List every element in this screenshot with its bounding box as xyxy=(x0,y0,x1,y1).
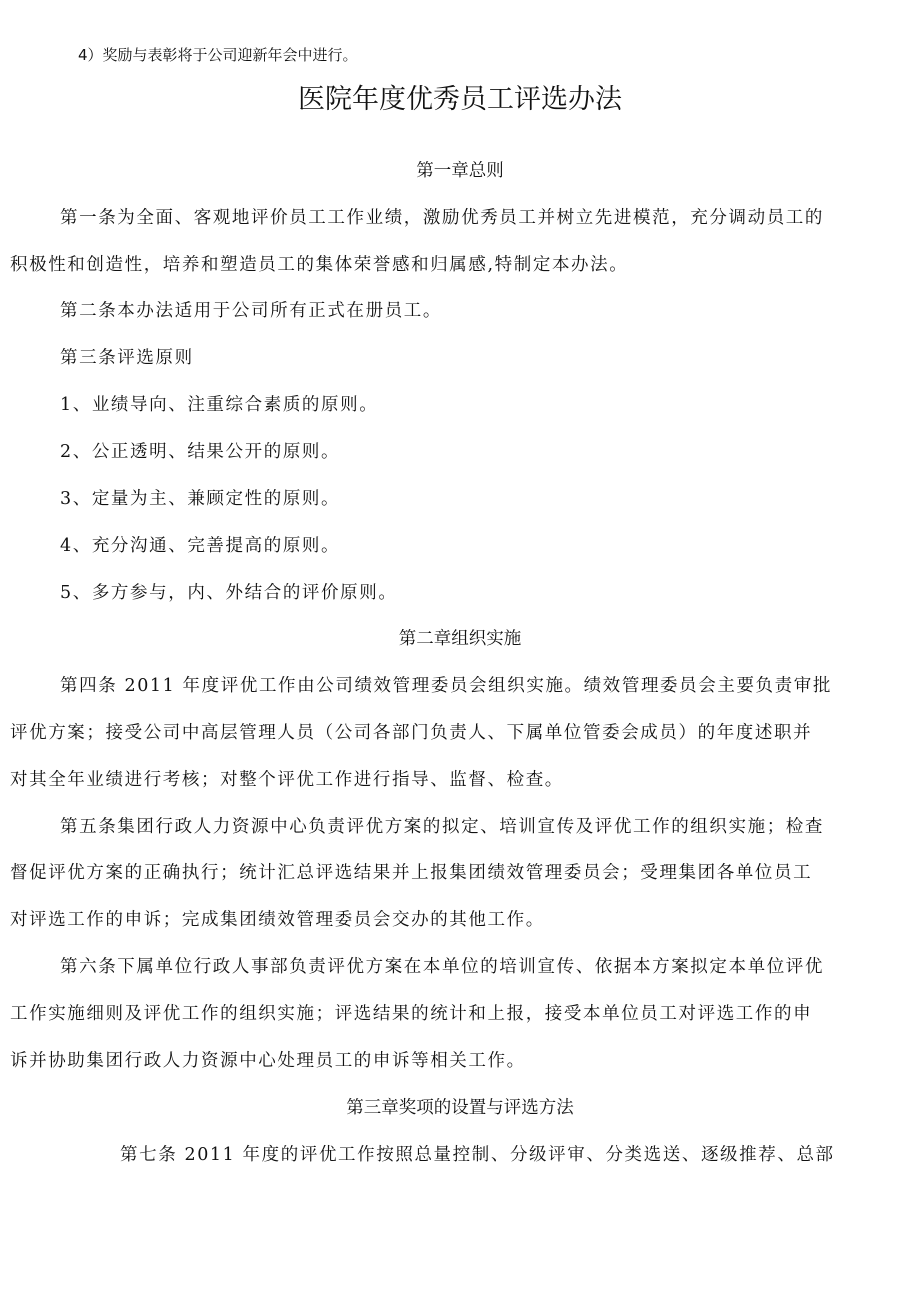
article-6-line-3: 诉并协助集团行政人力资源中心处理员工的申诉等相关工作。 xyxy=(10,1051,526,1071)
principle-4: 4、充分沟通、完善提高的原则。 xyxy=(60,536,341,556)
document-title: 医院年度优秀员工评选办法 xyxy=(298,84,622,115)
article-1-line-1: 第一条为全面、客观地评价员工工作业绩，激励优秀员工并树立先进模范，充分调动员工的 xyxy=(60,208,824,228)
article-1-line-2: 积极性和创造性，培养和塑造员工的集体荣誉感和归属感,特制定本办法。 xyxy=(10,255,629,275)
principle-5: 5、多方参与，内、外结合的评价原则。 xyxy=(60,583,398,603)
article-5-line-1: 第五条集团行政人力资源中心负责评优方案的拟定、培训宣传及评优工作的组织实施；检查 xyxy=(60,817,824,837)
chapter-3-heading: 第三章奖项的设置与评选方法 xyxy=(346,1098,574,1118)
article-4-line-1: 第四条 2011 年度评优工作由公司绩效管理委员会组织实施。绩效管理委员会主要负责审批 xyxy=(60,676,832,696)
article-4-line-3: 对其全年业绩进行考核；对整个评优工作进行指导、监督、检查。 xyxy=(10,770,564,790)
chapter-1-heading: 第一章总则 xyxy=(416,161,504,181)
article-6-line-2: 工作实施细则及评优工作的组织实施；评选结果的统计和上报，接受本单位员工对评选工作的申 xyxy=(10,1004,813,1024)
principle-2: 2、公正透明、结果公开的原则。 xyxy=(60,442,341,462)
principle-3: 3、定量为主、兼顾定性的原则。 xyxy=(60,489,341,509)
article-3: 第三条评选原则 xyxy=(60,348,194,368)
article-2: 第二条本办法适用于公司所有正式在册员工。 xyxy=(60,301,442,321)
article-6-line-1: 第六条下属单位行政人事部负责评优方案在本单位的培训宣传、依据本方案拟定本单位评优 xyxy=(60,957,824,977)
article-7-line-1: 第七条 2011 年度的评优工作按照总量控制、分级评审、分类选送、逐级推荐、总部 xyxy=(120,1145,835,1165)
chapter-2-heading: 第二章组织实施 xyxy=(398,629,522,649)
top-note: 4）奖励与表彰将于公司迎新年会中进行。 xyxy=(78,46,358,64)
principle-1: 1、业绩导向、注重综合素质的原则。 xyxy=(60,395,379,415)
article-5-line-2: 督促评优方案的正确执行；统计汇总评选结果并上报集团绩效管理委员会；受理集团各单位员工 xyxy=(10,863,813,883)
article-4-line-2: 评优方案；接受公司中高层管理人员（公司各部门负责人、下属单位管委会成员）的年度述职并 xyxy=(10,723,813,743)
article-5-line-3: 对评选工作的申诉；完成集团绩效管理委员会交办的其他工作。 xyxy=(10,910,545,930)
